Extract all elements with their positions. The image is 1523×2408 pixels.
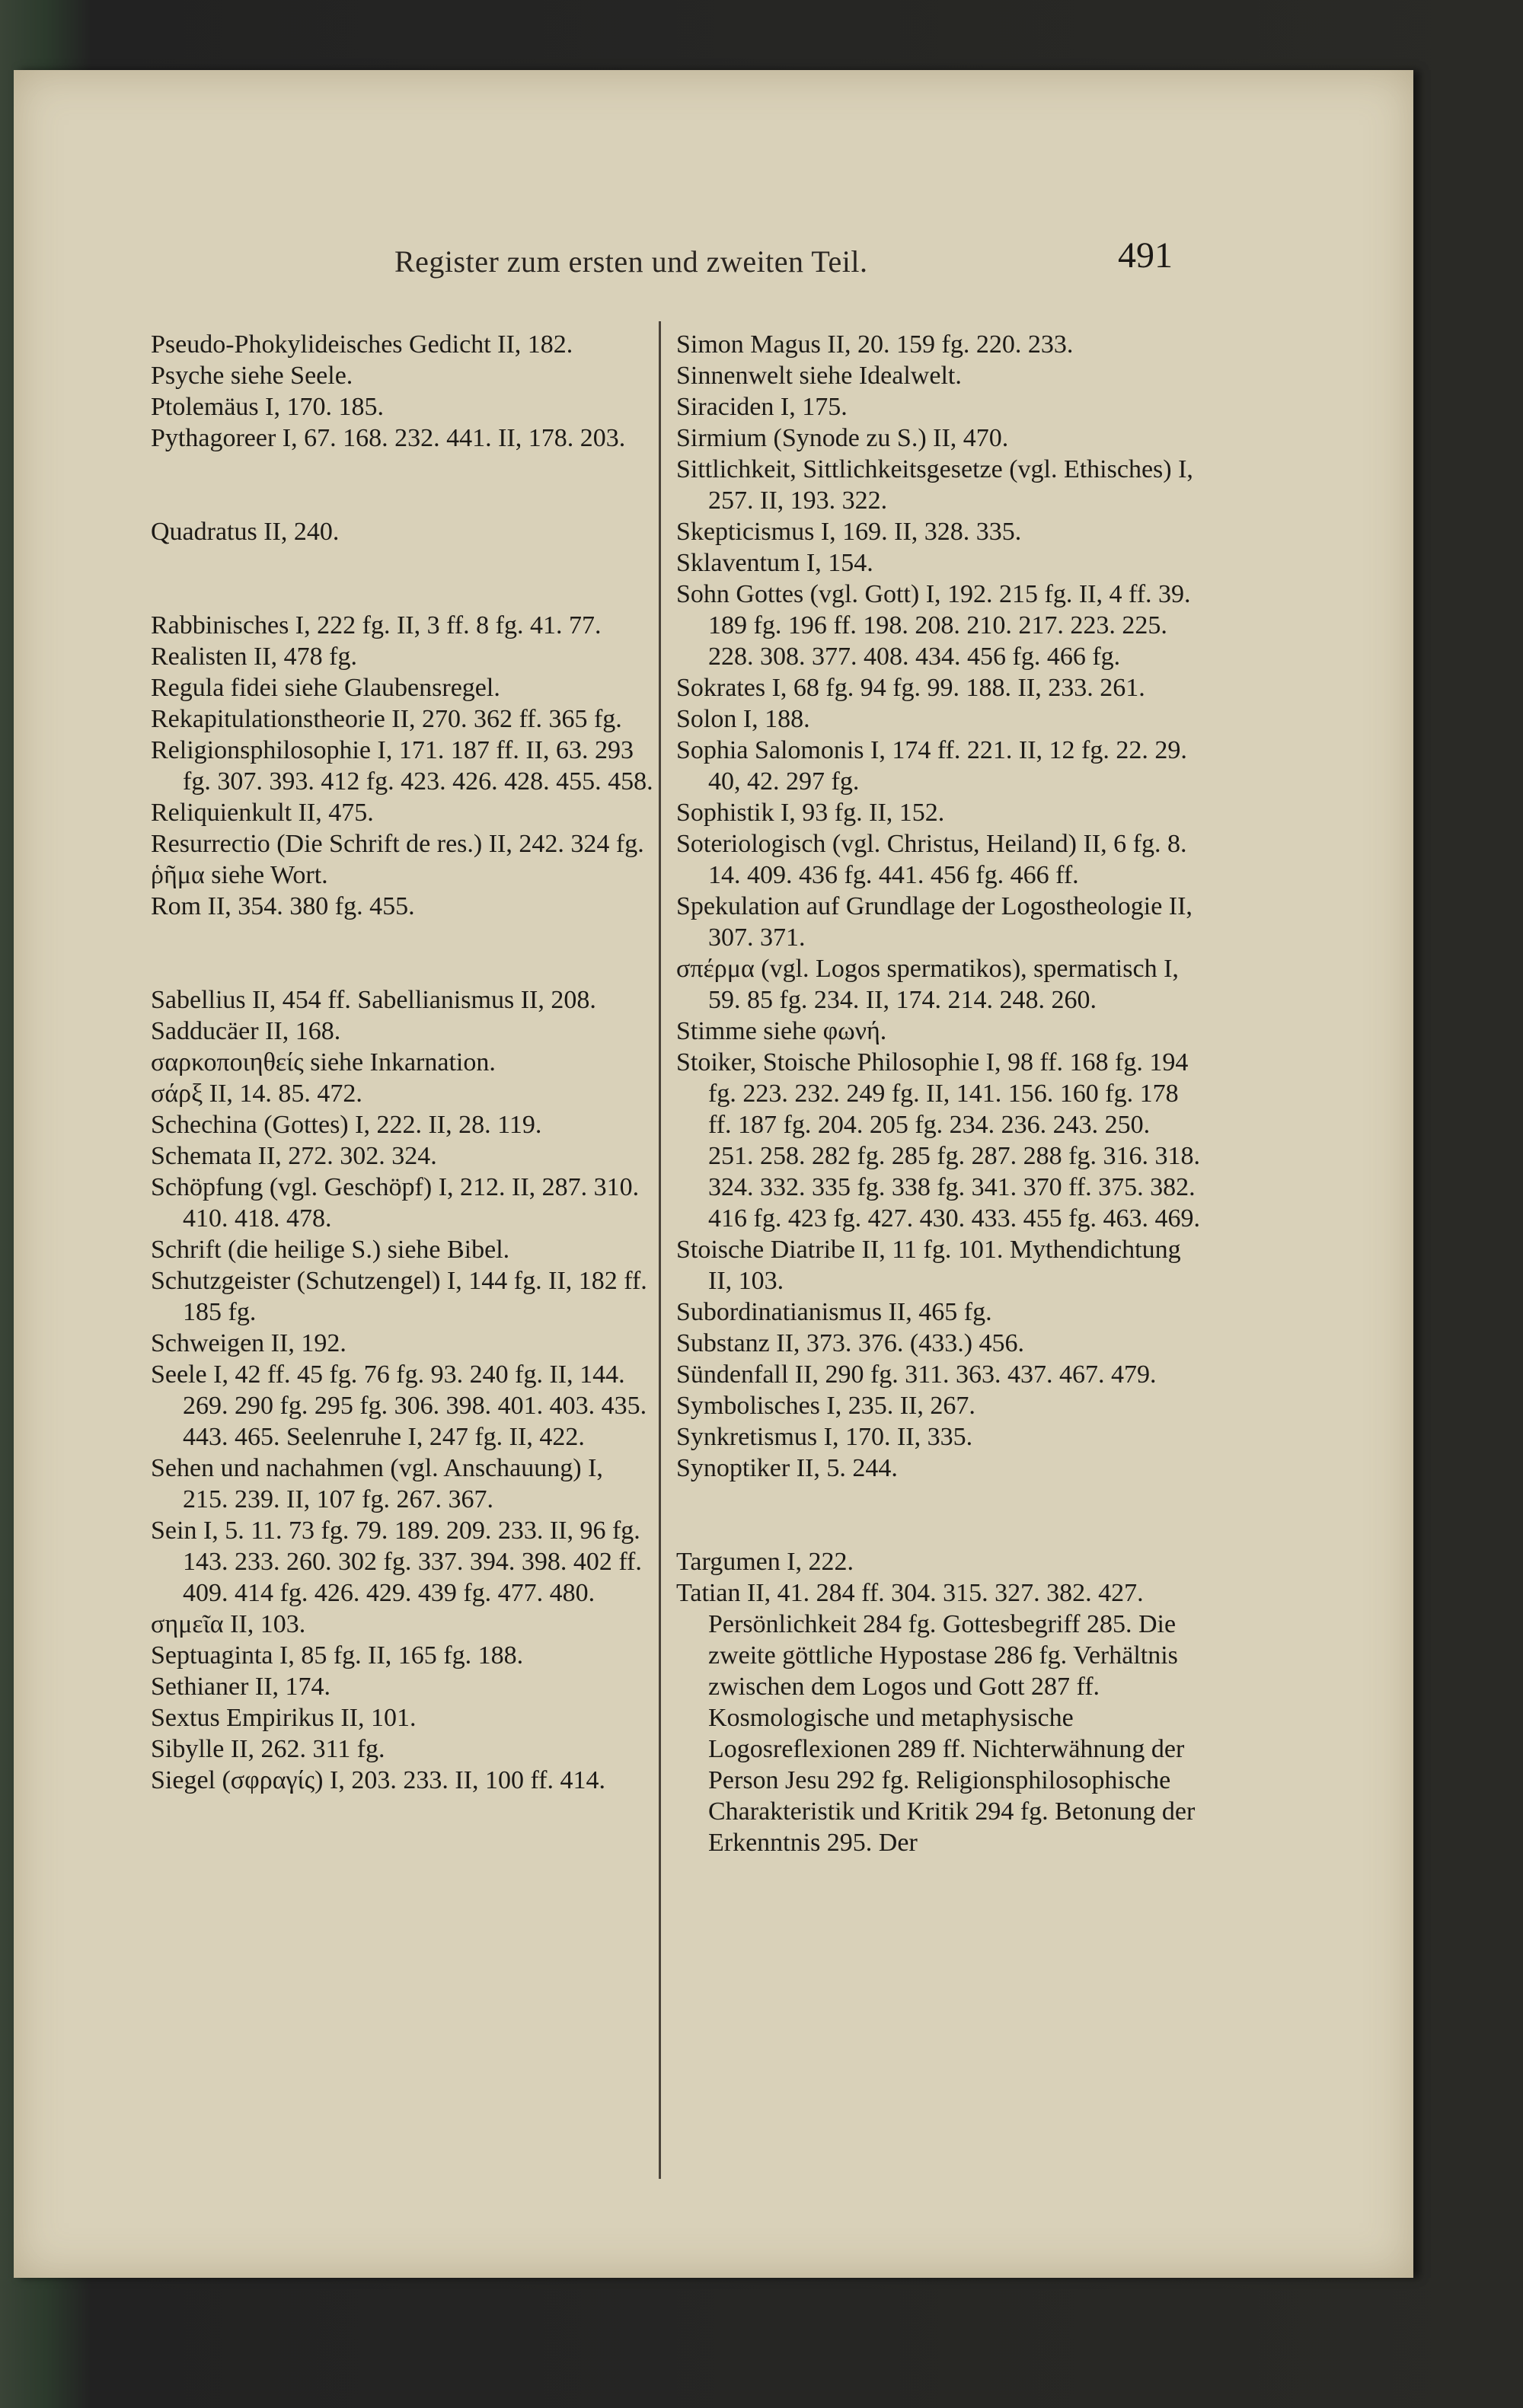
index-entry: Schutzgeister (Schutzengel) I, 144 fg. II, 182 ff. 185 fg.: [151, 1267, 647, 1326]
index-entry: Stoiker, Stoische Philosophie I, 98 ff. 168 fg. 194 fg. 223. 232. 249 fg. II, 141. 156. 160 fg. 178 ff. 187 fg. 204. 205 fg. 234. 236. 243. 250. 251. 258. 282 fg. 285 fg. 287. 288 fg. 316. 318. 324. 332. 335 fg. 338 fg. 341. 370 ff. 375. 382. 416 fg. 423 fg. 427. 430. 433. 455 fg. 463. 469.: [676, 1048, 1200, 1233]
letter-section-gap: [151, 454, 653, 516]
index-entry: Synoptiker II, 5. 244.: [676, 1454, 898, 1482]
index-entry: Sadducäer II, 168.: [151, 1017, 341, 1045]
index-column-right: [676, 329, 1202, 1858]
index-entry: Skepticismus I, 169. II, 328. 335.: [676, 518, 1022, 546]
index-entry: Sophia Salomonis I, 174 ff. 221. II, 12 fg. 22. 29. 40, 42. 297 fg.: [676, 736, 1187, 796]
index-entry: Reliquienkult II, 475.: [151, 799, 374, 827]
index-entry: Sinnenwelt siehe Idealwelt.: [676, 362, 962, 390]
index-entry: Realisten II, 478 fg.: [151, 643, 357, 671]
index-entry: Sophistik I, 93 fg. II, 152.: [676, 799, 945, 827]
index-column-left: [151, 329, 653, 1796]
letter-section-gap: [151, 547, 653, 610]
index-entry: Resurrectio (Die Schrift de res.) II, 242. 324 fg.: [151, 830, 644, 858]
index-entry: Ptolemäus I, 170. 185.: [151, 393, 384, 421]
index-entry: Stoische Diatribe II, 11 fg. 101. Mythendichtung II, 103.: [676, 1236, 1181, 1295]
index-entry: Septuaginta I, 85 fg. II, 165 fg. 188.: [151, 1641, 524, 1670]
index-entry: Sohn Gottes (vgl. Gott) I, 192. 215 fg. II, 4 ff. 39. 189 fg. 196 ff. 198. 208. 210. 217. 223. 225. 228. 308. 377. 408. 434. 456 fg. 466 fg.: [676, 580, 1191, 671]
index-entry: Solon I, 188.: [676, 705, 810, 733]
column-divider: [659, 321, 661, 2179]
index-entry: Schweigen II, 192.: [151, 1329, 346, 1357]
index-entry: Symbolisches I, 235. II, 267.: [676, 1392, 975, 1420]
index-entry: Targumen I, 222.: [676, 1548, 854, 1576]
index-entry: Seele I, 42 ff. 45 fg. 76 fg. 93. 240 fg. II, 144. 269. 290 fg. 295 fg. 306. 398. 401. 403. 435. 443. 465. Seelenruhe I, 247 fg. II, 422.: [151, 1360, 647, 1451]
index-entry: ῥῆμα siehe Wort.: [151, 861, 328, 889]
index-entry: Sabellius II, 454 ff. Sabellianismus II, 208.: [151, 986, 596, 1014]
index-entry: Pythagoreer I, 67. 168. 232. 441. II, 178. 203.: [151, 424, 626, 452]
index-entry: Sündenfall II, 290 fg. 311. 363. 437. 467. 479.: [676, 1360, 1157, 1389]
index-entry: σάρξ II, 14. 85. 472.: [151, 1080, 362, 1108]
index-entry: σαρκοποιηθείς siehe Inkarnation.: [151, 1048, 496, 1076]
index-entry: Quadratus II, 240.: [151, 518, 340, 546]
index-entry: Sirmium (Synode zu S.) II, 470.: [676, 424, 1009, 452]
index-entry: Siraciden I, 175.: [676, 393, 848, 421]
index-entry: Siegel (σφραγίς) I, 203. 233. II, 100 ff. 414.: [151, 1766, 605, 1794]
index-entry: Religionsphilosophie I, 171. 187 ff. II, 63. 293 fg. 307. 393. 412 fg. 423. 426. 428. 455. 458.: [151, 736, 653, 796]
index-entry: Sethianer II, 174.: [151, 1673, 331, 1701]
index-entry: Psyche siehe Seele.: [151, 362, 353, 390]
index-entry: Sittlichkeit, Sittlichkeitsgesetze (vgl. Ethisches) I, 257. II, 193. 322.: [676, 455, 1193, 515]
index-entry: Stimme siehe φωνή.: [676, 1017, 887, 1045]
index-entry: Sein I, 5. 11. 73 fg. 79. 189. 209. 233. II, 96 fg. 143. 233. 260. 302 fg. 337. 394. 398. 402 ff. 409. 414 fg. 426. 429. 439 fg. 477. 480.: [151, 1517, 642, 1607]
index-entry: Spekulation auf Grundlage der Logostheologie II, 307. 371.: [676, 892, 1193, 952]
index-entry: Sibylle II, 262. 311 fg.: [151, 1735, 385, 1763]
index-entry: Schöpfung (vgl. Geschöpf) I, 212. II, 287. 310. 410. 418. 478.: [151, 1173, 640, 1233]
letter-section-gap: [676, 1484, 1202, 1546]
index-entry: Rabbinisches I, 222 fg. II, 3 ff. 8 fg. 41. 77.: [151, 611, 602, 639]
index-entry: Simon Magus II, 20. 159 fg. 220. 233.: [676, 330, 1074, 359]
index-entry: Synkretismus I, 170. II, 335.: [676, 1423, 973, 1451]
index-entry: Regula fidei siehe Glaubensregel.: [151, 674, 500, 702]
index-entry: Pseudo-Phokylideisches Gedicht II, 182.: [151, 330, 573, 359]
index-entry: Schrift (die heilige S.) siehe Bibel.: [151, 1236, 510, 1264]
index-entry: Rekapitulationstheorie II, 270. 362 ff. 365 fg.: [151, 705, 622, 733]
page-header: [14, 230, 1413, 291]
index-entry: Substanz II, 373. 376. (433.) 456.: [676, 1329, 1025, 1357]
index-entry: Schechina (Gottes) I, 222. II, 28. 119.: [151, 1111, 542, 1139]
index-entry: Schemata II, 272. 302. 324.: [151, 1142, 437, 1170]
book-page: [14, 70, 1413, 2278]
running-title: Register zum ersten und zweiten Teil.: [394, 244, 868, 279]
page-number: 491: [1118, 235, 1173, 276]
index-entry: σπέρμα (vgl. Logos spermatikos), spermatisch I, 59. 85 fg. 234. II, 174. 214. 248. 260.: [676, 955, 1179, 1014]
index-entry: Subordinatianismus II, 465 fg.: [676, 1298, 992, 1326]
letter-section-gap: [151, 922, 653, 984]
index-entry: Sextus Empirikus II, 101.: [151, 1704, 417, 1732]
index-entry: Soteriologisch (vgl. Christus, Heiland) II, 6 fg. 8. 14. 409. 436 fg. 441. 456 fg. 466 ff.: [676, 830, 1187, 889]
index-entry: Sklaventum I, 154.: [676, 549, 873, 577]
index-entry: Sokrates I, 68 fg. 94 fg. 99. 188. II, 233. 261.: [676, 674, 1145, 702]
index-entry: Rom II, 354. 380 fg. 455.: [151, 892, 415, 920]
index-entry: Sehen und nachahmen (vgl. Anschauung) I, 215. 239. II, 107 fg. 267. 367.: [151, 1454, 603, 1513]
index-entry: σημεῖα II, 103.: [151, 1610, 306, 1638]
index-entry: Tatian II, 41. 284 ff. 304. 315. 327. 382. 427. Persönlichkeit 284 fg. Gottesbegriff 285. Die zweite göttliche Hypostase 286 fg. Verhältnis zwischen dem Logos und Gott 287 ff. Kosmologische und metaphysische Logosreflexionen 289 ff. Nichterwähnung der Person Jesu 292 fg. Religionsphilosophische Charakteristik und Kritik 294 fg. Betonung der Erkenntnis 295. Der: [676, 1579, 1196, 1857]
